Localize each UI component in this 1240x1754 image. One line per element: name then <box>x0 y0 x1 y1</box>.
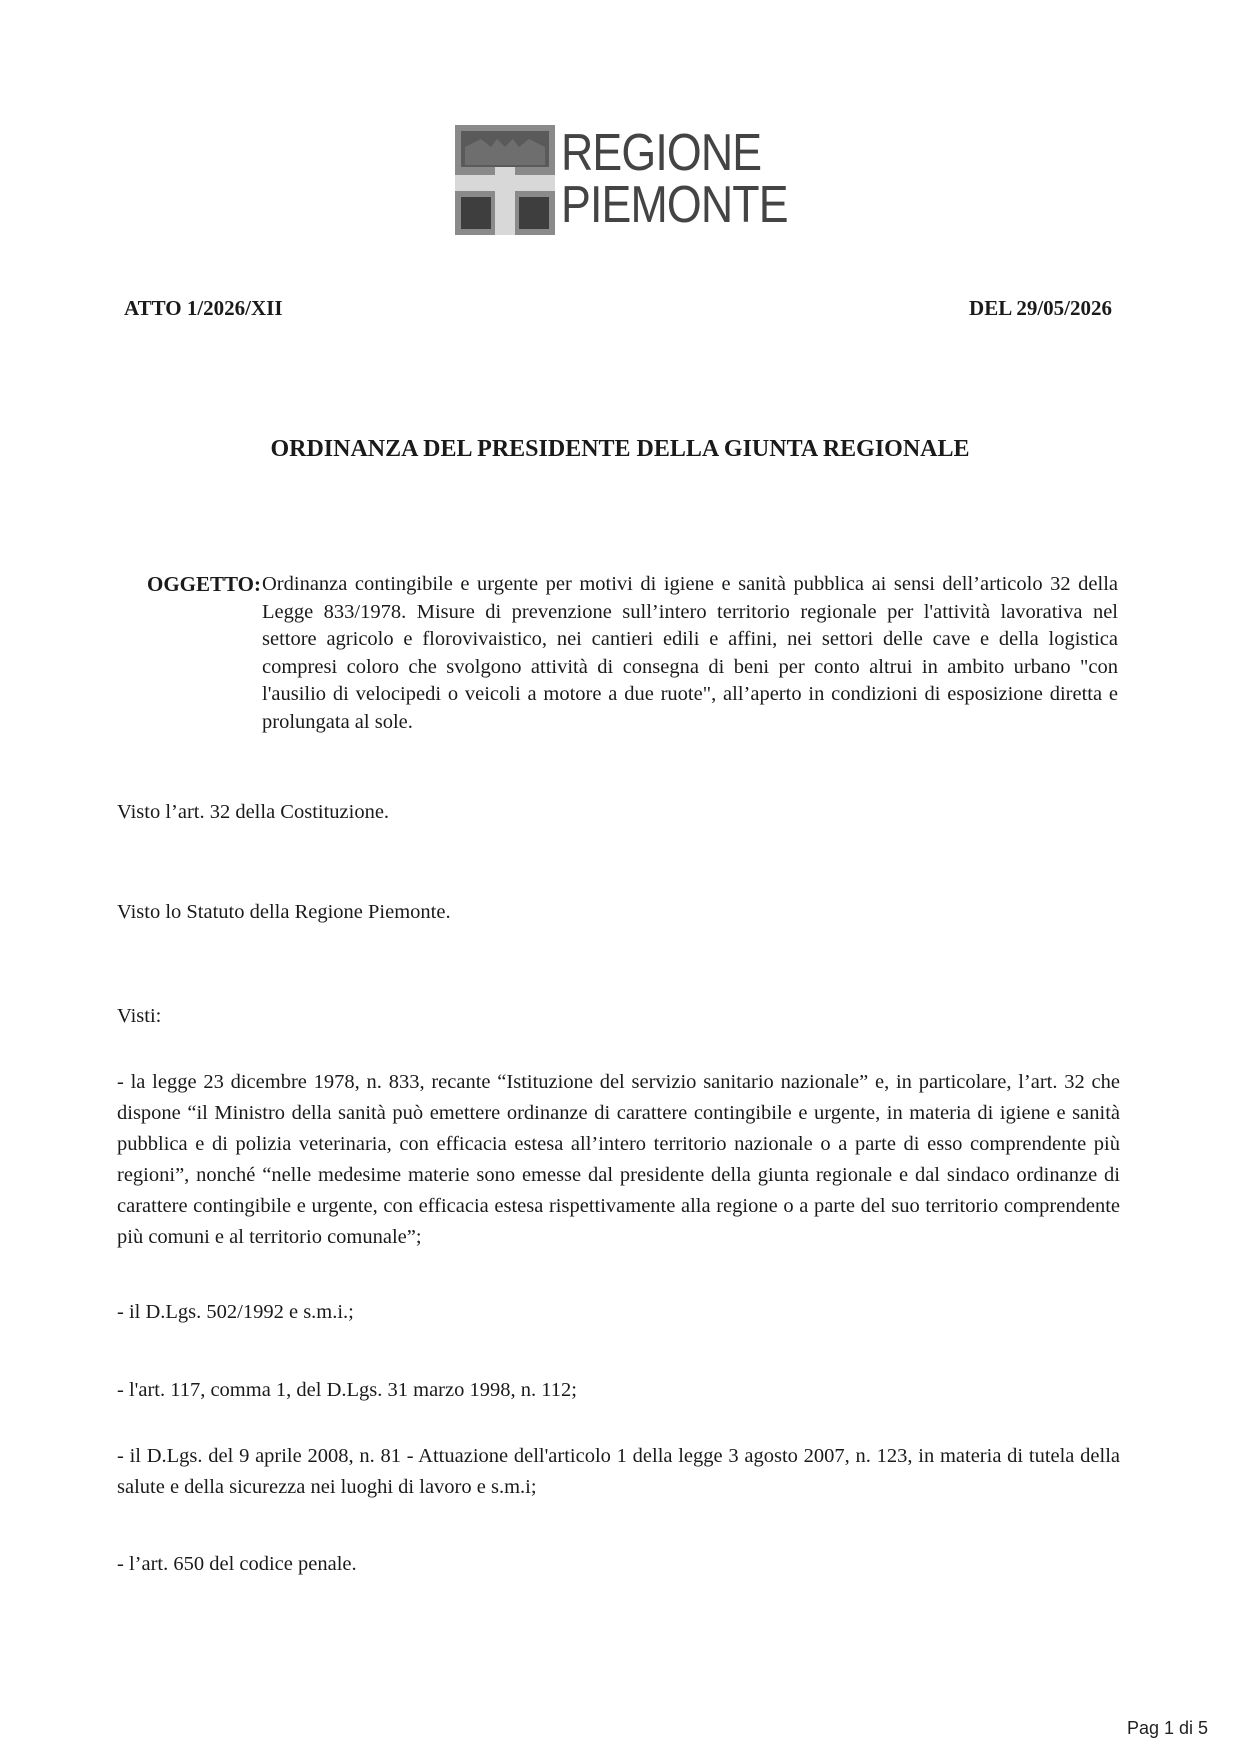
logo-wordmark <box>561 125 791 235</box>
paragraph-costituzione: Visto l’art. 32 della Costituzione. <box>117 801 390 823</box>
regione-piemonte-logo <box>455 124 788 235</box>
oggetto-text: Ordinanza contingibile e urgente per motivi di igiene e sanità pubblica ai sensi dell’articolo 32 della Legge 833/1978. Misure di prevenzione sull’intero territorio regionale per l'attività lavorativa nel settore agricolo e florovivaistico, nei cantieri edili e affini, nei settori delle cave e della logistica compresi coloro che svolgono attività di consegna di beni per conto altrui in ambito urbano "con l'ausilio di velocipedi o veicoli a motore a due ruote", all’aperto in condizioni di esposizione diretta e prolungata al sole. <box>262 573 1118 733</box>
document-title: ORDINANZA DEL PRESIDENTE DELLA GIUNTA REGIONALE <box>270 436 970 462</box>
list-item-legge-833: - la legge 23 dicembre 1978, n. 833, recante “Istituzione del servizio sanitario nazionale” e, in particolare, l’art. 32 che dispone “il Ministro della sanità può emettere ordinanze di carattere contingibile e urgente, in materia di igiene e sanità pubblica e di polizia veterinaria, con efficacia estesa all’intero territorio nazionale o a parte di esso comprendente più regioni”, nonché “nelle medesime materie sono emesse dal presidente della giunta regionale e dal sindaco ordinanze di carattere contingibile e urgente, con efficacia estesa rispettivamente alla regione o a parte del suo territorio comprendente più comuni e al territorio comunale”; <box>117 1071 1120 1248</box>
oggetto-label: OGGETTO: <box>147 572 261 596</box>
logo-line-1: REGIONE <box>561 124 762 182</box>
paragraph-statuto: Visto lo Statuto della Regione Piemonte. <box>117 901 451 923</box>
list-item-art-650: - l’art. 650 del codice penale. <box>117 1553 357 1575</box>
list-item-dlgs-502: - il D.Lgs. 502/1992 e s.m.i.; <box>117 1301 354 1323</box>
atto-date: DEL 29/05/2026 <box>969 296 1112 320</box>
list-item-art-117: - l'art. 117, comma 1, del D.Lgs. 31 marzo 1998, n. 112; <box>117 1379 577 1401</box>
paragraph-visti: Visti: <box>117 1005 162 1027</box>
logo-line-2: PIEMONTE <box>561 176 788 234</box>
page-number: Pag 1 di 5 <box>1126 1718 1208 1738</box>
atto-number: ATTO 1/2026/XII <box>124 296 283 320</box>
regione-piemonte-emblem-icon <box>455 125 555 235</box>
list-item-dlgs-81: - il D.Lgs. del 9 aprile 2008, n. 81 - Attuazione dell'articolo 1 della legge 3 agosto 2007, n. 123, in materia di tutela della salute e della sicurezza nei luoghi di lavoro e s.m.i; <box>117 1445 1120 1498</box>
